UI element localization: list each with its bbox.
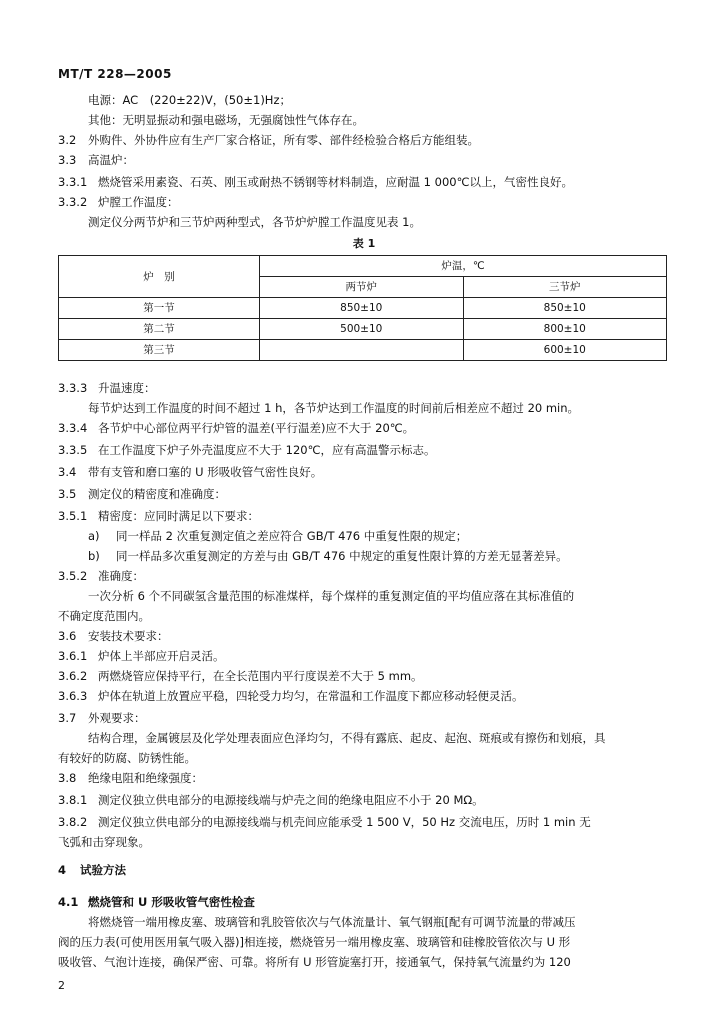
- section-3-3-1: 3.3.1 燃烧管采用素瓷、石英、刚玉或耐热不锈钢等材料制造，应耐温 1 000℃以上，气密性良好。: [58, 175, 573, 189]
- cell-two-section: 500±10: [260, 319, 464, 340]
- table-subheader-two-section: 两节炉: [260, 277, 464, 298]
- section-3-7-body-2: 有较好的防腐、防锈性能。: [58, 751, 196, 765]
- standard-code-header: MT/T 228—2005: [58, 67, 172, 81]
- section-3-4: 3.4 带有支管和磨口塞的 U 形吸收管气密性良好。: [58, 465, 323, 479]
- item-b: b) 同一样品多次重复测定的方差与由 GB/T 476 中规定的重复性限计算的方差无显著差异。: [88, 549, 568, 563]
- cell-three-section: 600±10: [463, 340, 667, 361]
- section-3-3: 3.3 高温炉：: [58, 153, 134, 167]
- section-3-2: 3.2 外购件、外协件应有生产厂家合格证，所有零、部件经检验合格后方能组装。: [58, 133, 479, 147]
- section-3-3-3: 3.3.3 升温速度：: [58, 381, 156, 395]
- section-3-5-2: 3.5.2 准确度：: [58, 569, 144, 583]
- section-3-8-1: 3.8.1 测定仪独立供电部分的电源接线端与炉壳之间的绝缘电阻应不小于 20 MΩ。: [58, 793, 484, 807]
- section-3-3-5: 3.3.5 在工作温度下炉子外壳温度应不大于 120℃，应有高温警示标志。: [58, 443, 436, 457]
- page-number: 2: [58, 979, 65, 992]
- section-4-1-body-2: 阀的压力表(可使用医用氧气吸入器)]相连接，燃烧管另一端用橡皮塞、玻璃管和硅橡胶管依次与 U 形: [58, 935, 571, 949]
- section-3-8-2-cont: 飞弧和击穿现象。: [58, 835, 150, 849]
- section-3-8-2: 3.8.2 测定仪独立供电部分的电源接线端与机壳间应能承受 1 500 V，50 Hz 交流电压，历时 1 min 无: [58, 815, 591, 829]
- item-a: a) 同一样品 2 次重复测定值之差应符合 GB/T 476 中重复性限的规定；: [88, 529, 468, 543]
- row-label: 第一节: [59, 298, 260, 319]
- section-3-6-1: 3.6.1 炉体上半部应开启灵活。: [58, 649, 225, 663]
- table-col-header: 炉 别: [59, 256, 260, 298]
- furnace-temperature-table: [58, 255, 667, 361]
- row-label: 第二节: [59, 319, 260, 340]
- section-4-1-heading: 4.1 燃烧管和 U 形吸收管气密性检查: [58, 895, 255, 909]
- section-3-5-1: 3.5.1 精密度：应同时满足以下要求：: [58, 509, 259, 523]
- section-3-6: 3.6 安装技术要求：: [58, 629, 169, 643]
- section-4-1-body-1: 将燃烧管一端用橡皮塞、玻璃管和乳胶管依次与气体流量计、氧气钢瓶[配有可调节流量的带减压: [88, 915, 576, 929]
- section-3-3-4: 3.3.4 各节炉中心部位两平行炉管的温差(平行温差)应不大于 20℃。: [58, 421, 415, 435]
- power-supply-line: 电源：AC (220±22)V，(50±1)Hz；: [88, 93, 291, 107]
- table-row: [59, 340, 667, 361]
- section-4-heading: 4 试验方法: [58, 863, 126, 877]
- cell-two-section: 850±10: [260, 298, 464, 319]
- section-3-6-2: 3.6.2 两燃烧管应保持平行，在全长范围内平行度误差不大于 5 mm。: [58, 669, 423, 683]
- cell-three-section: 800±10: [463, 319, 667, 340]
- table-caption: 表 1: [352, 237, 376, 250]
- cell-two-section: [260, 340, 464, 361]
- other-conditions-line: 其他：无明显振动和强电磁场，无强腐蚀性气体存在。: [88, 113, 364, 127]
- section-3-5-2-body-1: 一次分析 6 个不同碳氢含量范围的标准煤样，每个煤样的重复测定值的平均值应落在其标准值的: [88, 589, 575, 603]
- section-3-8: 3.8 绝缘电阻和绝缘强度：: [58, 771, 203, 785]
- table-row: [59, 298, 667, 319]
- table-subheader-three-section: 三节炉: [463, 277, 667, 298]
- section-4-1-body-3: 吸收管、气泡计连接，确保严密、可靠。将所有 U 形管旋塞打开，接通氧气，保持氧气流量约为 120: [58, 955, 571, 969]
- cell-three-section: 850±10: [463, 298, 667, 319]
- section-3-5: 3.5 测定仪的精密度和准确度：: [58, 487, 226, 501]
- section-3-5-2-body-2: 不确定度范围内。: [58, 609, 150, 623]
- section-3-3-2: 3.3.2 炉膛工作温度：: [58, 195, 179, 209]
- section-3-7: 3.7 外观要求：: [58, 711, 146, 725]
- section-3-7-body-1: 结构合理，金属镀层及化学处理表面应色泽均匀，不得有露底、起皮、起泡、斑痕或有擦伤和划痕，具: [88, 731, 606, 745]
- table-row: [59, 319, 667, 340]
- table-group-header: 炉温，℃: [260, 256, 667, 277]
- section-3-6-3: 3.6.3 炉体在轨道上放置应平稳，四轮受力均匀，在常温和工作温度下都应移动轻便灵活。: [58, 689, 524, 703]
- row-label: 第三节: [59, 340, 260, 361]
- section-3-3-2-body: 测定仪分两节炉和三节炉两种型式，各节炉炉膛工作温度见表 1。: [88, 215, 421, 229]
- section-3-3-3-body: 每节炉达到工作温度的时间不超过 1 h，各节炉达到工作温度的时间前后相差应不超过 20 min。: [88, 401, 580, 415]
